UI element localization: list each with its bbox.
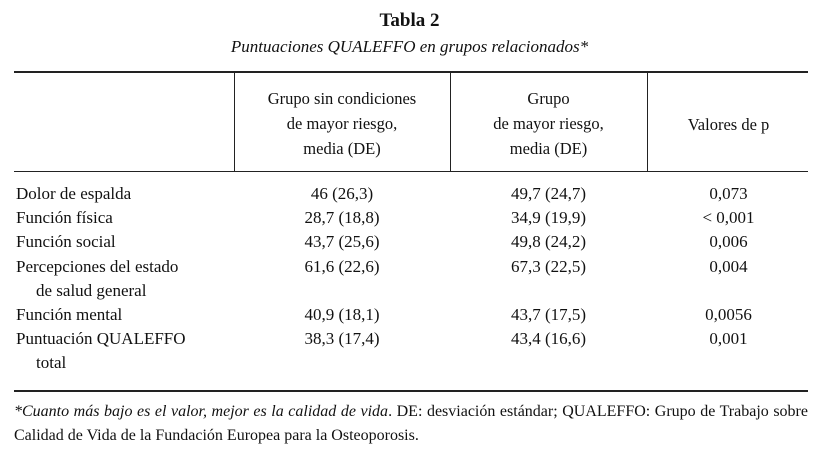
value-group-no-risk: 46 (26,3) (310, 184, 374, 203)
column-header-line: de mayor riesgo, (286, 114, 398, 133)
value-group-no-risk: 38,3 (17,4) (304, 329, 380, 348)
header-rule (14, 171, 808, 172)
bottom-rule (14, 390, 808, 392)
row-label-continued: de salud general (36, 281, 147, 300)
value-p: 0,006 (709, 232, 748, 251)
table-row (14, 206, 808, 230)
table-title: Tabla 2 (379, 10, 440, 31)
value-group-no-risk: 61,6 (22,6) (304, 257, 380, 276)
row-label: Función social (16, 232, 116, 251)
top-rule (14, 71, 808, 73)
column-header-p-values (649, 112, 808, 137)
column-divider (647, 72, 648, 171)
value-p: 0,004 (709, 257, 748, 276)
row-label: Dolor de espalda (16, 184, 132, 203)
value-p: 0,0056 (705, 305, 752, 324)
table-row (14, 255, 808, 300)
value-group-risk: 34,9 (19,9) (510, 208, 587, 227)
table-row (14, 327, 808, 372)
row-label: Percepciones del estado (16, 257, 179, 276)
table-row (14, 230, 808, 254)
value-group-risk: 43,7 (17,5) (510, 305, 587, 324)
row-label: Función física (16, 208, 113, 227)
column-header-line: Valores de p (687, 115, 770, 134)
value-group-no-risk: 28,7 (18,8) (304, 208, 380, 227)
value-group-risk: 43,4 (16,6) (510, 329, 587, 348)
column-divider (234, 72, 235, 171)
column-header-group-no-risk (236, 86, 448, 161)
value-p: 0,073 (709, 184, 748, 203)
column-header-line: media (DE) (509, 139, 588, 158)
value-p: 0,001 (709, 329, 748, 348)
table-subtitle: Puntuaciones QUALEFFO en grupos relacionados* (230, 37, 589, 56)
value-group-risk: 67,3 (22,5) (510, 257, 587, 276)
footnote-text: . DE: desviación estándar; QUALEFFO: Grupo de Trabajo sobre Calidad de Vida de la Fundación Europea para la Osteoporosis. (14, 403, 808, 444)
row-label: Función mental (16, 305, 123, 324)
row-label-continued: total (36, 353, 67, 372)
column-header-line: Grupo (527, 89, 570, 108)
value-p: < 0,001 (702, 208, 755, 227)
footnote-italic: *Cuanto más bajo es el valor, mejor es la calidad de vida (14, 403, 389, 420)
value-group-risk: 49,8 (24,2) (510, 232, 587, 251)
row-label: Puntuación QUALEFFO (16, 329, 186, 348)
table-row (14, 303, 808, 327)
column-header-line: de mayor riesgo, (493, 114, 604, 133)
column-header-line: Grupo sin condiciones (267, 89, 417, 108)
column-header-line: media (DE) (303, 139, 381, 158)
value-group-no-risk: 40,9 (18,1) (304, 305, 380, 324)
table-footnote (14, 400, 808, 448)
column-header-group-risk (452, 86, 645, 161)
value-group-no-risk: 43,7 (25,6) (304, 232, 380, 251)
table-row (14, 182, 808, 206)
column-divider (450, 72, 451, 171)
value-group-risk: 49,7 (24,7) (510, 184, 587, 203)
